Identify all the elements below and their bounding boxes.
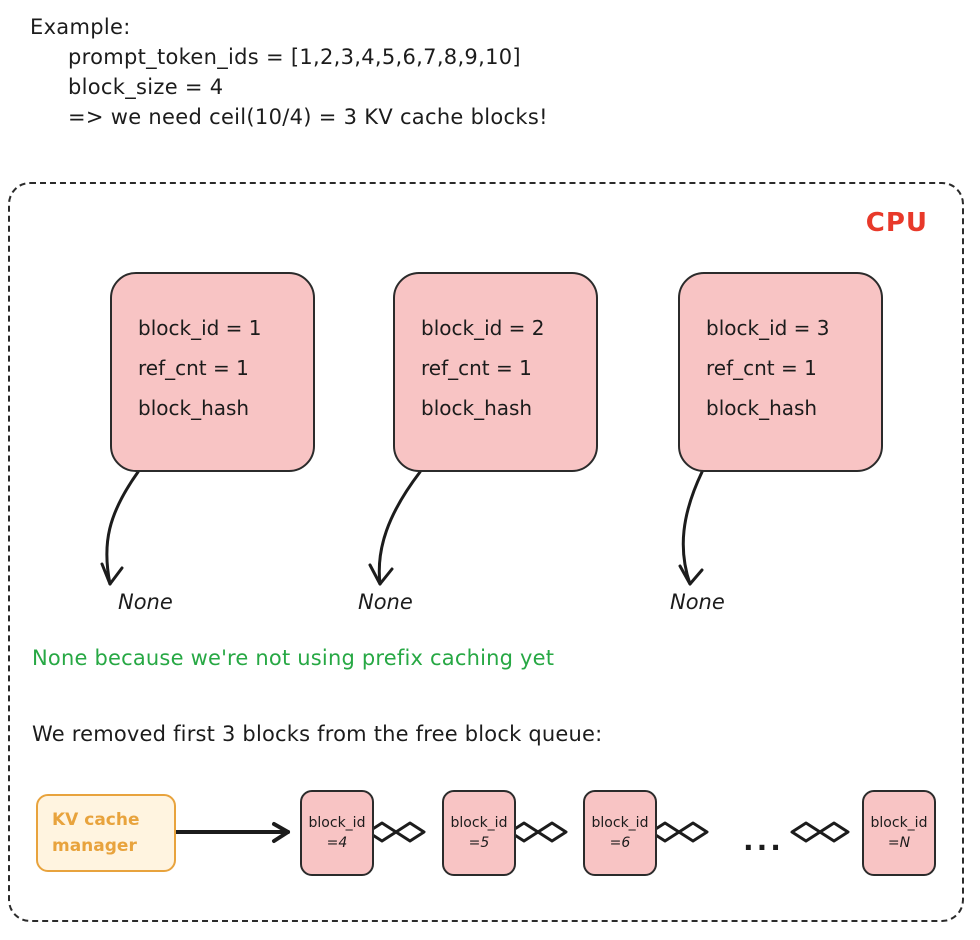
free-queue-block-3 [583,790,657,876]
kv-block-3-refcnt: ref_cnt = 1 [706,356,817,380]
cpu-panel [8,182,964,922]
kv-block-1-refcnt: ref_cnt = 1 [138,356,249,380]
kv-cache-manager-line-2: manager [52,836,137,856]
kv-block-3-id: block_id = 3 [706,316,830,340]
kv-block-2-id: block_id = 2 [421,316,545,340]
example-line-1: prompt_token_ids = [1,2,3,4,5,6,7,8,9,10] [68,45,521,69]
kv-block-3 [678,272,883,472]
cpu-label: CPU [865,208,928,238]
free-queue-block-n-value: =N [887,835,911,851]
free-queue-block-1 [300,790,374,876]
kv-cache-manager-box [36,794,176,872]
kv-block-2 [393,272,598,472]
prefix-caching-note: None because we're not using prefix caching yet [32,646,555,670]
block-1-hash-value: None [118,590,173,614]
example-text-block [30,12,830,132]
kv-block-1-hash: block_hash [138,396,250,420]
kv-block-2-hash: block_hash [421,396,533,420]
kv-block-1 [110,272,315,472]
free-queue-block-n [862,790,936,876]
removed-blocks-note: We removed first 3 blocks from the free block queue: [32,722,603,746]
free-queue-block-1-value: =4 [326,835,348,851]
kv-cache-manager-line-1: KV cache [52,810,140,830]
example-line-2: block_size = 4 [68,75,224,99]
kv-block-2-refcnt: ref_cnt = 1 [421,356,532,380]
free-queue-block-2 [442,790,516,876]
kv-block-3-hash: block_hash [706,396,818,420]
example-line-3: => we need ceil(10/4) = 3 KV cache blocks! [68,105,548,129]
block-2-hash-value: None [358,590,413,614]
kv-block-1-id: block_id = 1 [138,316,262,340]
free-queue-block-1-label: block_id [308,815,366,831]
free-queue-block-3-label: block_id [591,815,649,831]
free-queue-ellipsis: ... [743,824,784,857]
block-3-hash-value: None [670,590,725,614]
free-queue-block-n-label: block_id [870,815,928,831]
example-title: Example: [30,15,131,39]
free-queue-block-2-label: block_id [450,815,508,831]
free-queue-block-2-value: =5 [468,835,490,851]
free-queue-block-3-value: =6 [609,835,631,851]
